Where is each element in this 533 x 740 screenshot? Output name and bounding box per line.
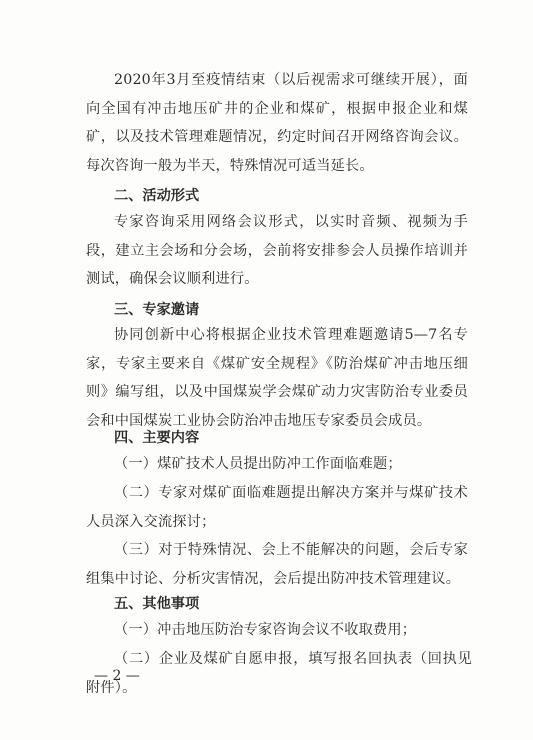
list-item-content-3: （三）对于特殊情况、会上不能解决的问题，会后专家组集中讨论、分析灾害情况，会后提出防冲技术管理建议。 — [86, 542, 468, 587]
paragraph-activity-form: 专家咨询采用网络会议形式，以实时音频、视频为手段，建立主会场和分会场，会前将安排参会人员操作培训并测试，确保会议顺利进行。 — [86, 214, 468, 288]
section-heading-main-content: 四、主要内容 — [114, 430, 200, 446]
page-number: — 2 — — [94, 668, 140, 684]
paragraph-expert-invitation: 协同创新中心将根据企业技术管理难题邀请5—7名专家，专家主要来自《煤矿安全规程》《防治煤矿冲击地压细则》编写组，以及中国煤炭学会煤矿动力灾害防治专业委员会和中国煤炭工业协会防治冲击地压专家委员会成员。 — [86, 327, 468, 429]
paragraph-schedule: 2020年3月至疫情结束（以后视需求可继续开展），面向全国有冲击地压矿井的企业和煤矿，根据申报企业和煤矿，以及技术管理难题情况，约定时间召开网络咨询会议。每次咨询一般为半天，特殊情况可适当延长。 — [86, 72, 468, 174]
list-item-content-2: （二）专家对煤矿面临难题提出解决方案并与煤矿技术人员深入交流探讨； — [86, 485, 468, 530]
list-item-other-1: （一）冲击地压防治专家咨询会议不收取费用； — [114, 622, 417, 638]
section-heading-activity-form: 二、活动形式 — [114, 188, 200, 204]
list-item-content-1: （一）煤矿技术人员提出防冲工作面临难题； — [114, 456, 402, 472]
section-heading-expert-invitation: 三、专家邀请 — [114, 302, 200, 318]
list-item-other-2: （二）企业及煤矿自愿申报，填写报名回执表（回执见附件）。 — [86, 651, 472, 696]
section-heading-other-matters: 五、其他事项 — [114, 596, 200, 612]
